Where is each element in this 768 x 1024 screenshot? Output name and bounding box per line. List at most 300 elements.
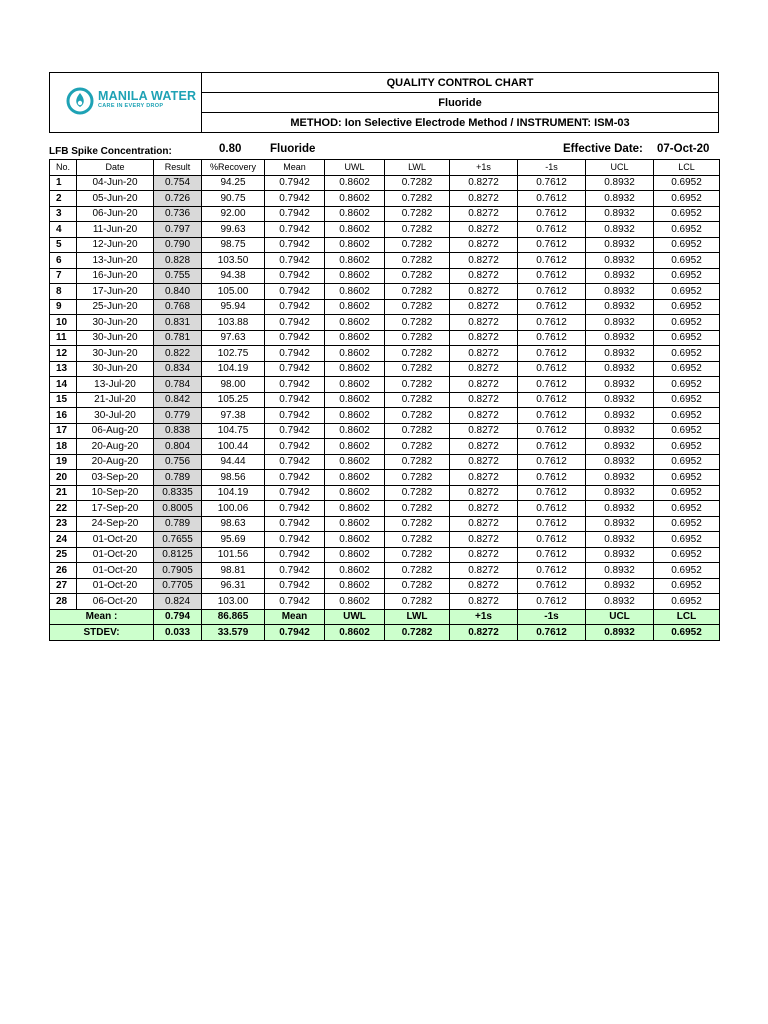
table-cell: 0.7942 [265, 578, 325, 594]
summary-cell: UCL [586, 609, 654, 625]
column-header: +1s [450, 160, 518, 176]
lfb-spike-value: 0.80 [219, 143, 242, 155]
table-cell: 25-Jun-20 [77, 299, 154, 315]
table-cell: 0.7612 [518, 361, 586, 377]
result-cell: 0.755 [154, 268, 202, 284]
summary-cell: +1s [450, 609, 518, 625]
summary-cell: 86.865 [202, 609, 265, 625]
table-cell: 0.7612 [518, 237, 586, 253]
row-number: 10 [50, 315, 77, 331]
table-cell: 0.6952 [654, 191, 720, 207]
table-cell: 30-Jun-20 [77, 346, 154, 362]
table-cell: 0.8602 [325, 346, 385, 362]
table-cell: 92.00 [202, 206, 265, 222]
table-cell: 104.19 [202, 485, 265, 501]
summary-cell: 0.8932 [586, 625, 654, 641]
result-cell: 0.831 [154, 315, 202, 331]
table-cell: 0.6952 [654, 377, 720, 393]
table-body [50, 175, 720, 640]
table-cell: 0.8602 [325, 222, 385, 238]
table-cell: 0.8272 [450, 191, 518, 207]
table-cell: 0.6952 [654, 454, 720, 470]
result-cell: 0.840 [154, 284, 202, 300]
table-cell: 0.8272 [450, 346, 518, 362]
table-cell: 10-Sep-20 [77, 485, 154, 501]
result-cell: 0.822 [154, 346, 202, 362]
table-cell: 0.7942 [265, 470, 325, 486]
summary-cell: Mean [265, 609, 325, 625]
table-cell: 0.8272 [450, 485, 518, 501]
result-cell: 0.789 [154, 470, 202, 486]
column-header: UWL [325, 160, 385, 176]
table-cell: 0.7282 [385, 408, 450, 424]
result-cell: 0.779 [154, 408, 202, 424]
table-cell: 0.8932 [586, 547, 654, 563]
table-cell: 0.7942 [265, 284, 325, 300]
table-cell: 90.75 [202, 191, 265, 207]
table-cell: 0.8932 [586, 439, 654, 455]
result-cell: 0.797 [154, 222, 202, 238]
table-cell: 0.8932 [586, 454, 654, 470]
result-cell: 0.789 [154, 516, 202, 532]
table-cell: 0.8272 [450, 439, 518, 455]
table-row [50, 361, 720, 377]
table-cell: 0.7612 [518, 268, 586, 284]
table-cell: 0.8932 [586, 485, 654, 501]
result-cell: 0.754 [154, 175, 202, 191]
qc-sheet [49, 72, 719, 641]
summary-label: Mean : [50, 609, 154, 625]
row-number: 7 [50, 268, 77, 284]
table-cell: 0.8272 [450, 532, 518, 548]
table-cell: 0.7612 [518, 377, 586, 393]
table-row [50, 315, 720, 331]
table-cell: 0.6952 [654, 516, 720, 532]
table-row [50, 268, 720, 284]
table-row [50, 330, 720, 346]
table-cell: 0.8932 [586, 175, 654, 191]
table-cell: 0.8932 [586, 284, 654, 300]
table-cell: 0.8932 [586, 330, 654, 346]
table-cell: 0.7942 [265, 547, 325, 563]
row-number: 20 [50, 470, 77, 486]
table-cell: 0.7612 [518, 516, 586, 532]
table-cell: 0.7942 [265, 330, 325, 346]
result-cell: 0.7705 [154, 578, 202, 594]
table-cell: 0.8272 [450, 299, 518, 315]
row-number: 28 [50, 594, 77, 610]
summary-cell: 0.8272 [450, 625, 518, 641]
table-cell: 98.63 [202, 516, 265, 532]
table-cell: 0.8932 [586, 315, 654, 331]
table-cell: 0.8932 [586, 206, 654, 222]
table-cell: 94.44 [202, 454, 265, 470]
table-cell: 100.06 [202, 501, 265, 517]
table-cell: 0.6952 [654, 330, 720, 346]
table-cell: 21-Jul-20 [77, 392, 154, 408]
summary-cell: 0.794 [154, 609, 202, 625]
table-cell: 16-Jun-20 [77, 268, 154, 284]
table-cell: 0.8602 [325, 268, 385, 284]
result-cell: 0.8125 [154, 547, 202, 563]
table-cell: 0.8272 [450, 594, 518, 610]
table-cell: 0.7942 [265, 423, 325, 439]
result-cell: 0.7655 [154, 532, 202, 548]
table-cell: 0.7282 [385, 392, 450, 408]
table-row [50, 532, 720, 548]
column-header: UCL [586, 160, 654, 176]
table-cell: 20-Aug-20 [77, 454, 154, 470]
summary-cell: -1s [518, 609, 586, 625]
table-cell: 0.7942 [265, 268, 325, 284]
table-cell: 0.7282 [385, 547, 450, 563]
table-cell: 0.6952 [654, 532, 720, 548]
row-number: 14 [50, 377, 77, 393]
table-cell: 0.7612 [518, 439, 586, 455]
table-row [50, 392, 720, 408]
chart-title: QUALITY CONTROL CHART [386, 76, 534, 89]
table-row [50, 439, 720, 455]
summary-cell: 0.7612 [518, 625, 586, 641]
table-cell: 0.7282 [385, 268, 450, 284]
result-cell: 0.756 [154, 454, 202, 470]
table-cell: 13-Jul-20 [77, 377, 154, 393]
table-cell: 0.8272 [450, 253, 518, 269]
table-cell: 0.8602 [325, 485, 385, 501]
table-cell: 0.7942 [265, 175, 325, 191]
table-cell: 0.7612 [518, 315, 586, 331]
table-cell: 103.50 [202, 253, 265, 269]
summary-cell: 0.8602 [325, 625, 385, 641]
table-cell: 0.7942 [265, 408, 325, 424]
table-cell: 0.7942 [265, 392, 325, 408]
table-cell: 0.8602 [325, 516, 385, 532]
table-cell: 0.7282 [385, 516, 450, 532]
table-row [50, 253, 720, 269]
table-cell: 0.7282 [385, 330, 450, 346]
table-cell: 0.8272 [450, 454, 518, 470]
table-cell: 0.7282 [385, 532, 450, 548]
row-number: 3 [50, 206, 77, 222]
table-cell: 0.7282 [385, 346, 450, 362]
table-cell: 100.44 [202, 439, 265, 455]
table-cell: 0.7282 [385, 253, 450, 269]
qc-table [49, 159, 720, 641]
table-cell: 0.8272 [450, 315, 518, 331]
table-cell: 0.8602 [325, 377, 385, 393]
table-cell: 0.8272 [450, 563, 518, 579]
table-cell: 0.7942 [265, 237, 325, 253]
row-number: 6 [50, 253, 77, 269]
table-cell: 97.38 [202, 408, 265, 424]
table-cell: 0.7612 [518, 423, 586, 439]
table-cell: 0.7942 [265, 299, 325, 315]
row-number: 18 [50, 439, 77, 455]
row-number: 21 [50, 485, 77, 501]
table-cell: 0.6952 [654, 470, 720, 486]
row-number: 19 [50, 454, 77, 470]
table-row [50, 222, 720, 238]
summary-cell: 0.033 [154, 625, 202, 641]
table-cell: 94.25 [202, 175, 265, 191]
table-cell: 0.7942 [265, 454, 325, 470]
table-cell: 0.7612 [518, 206, 586, 222]
table-cell: 0.7282 [385, 284, 450, 300]
table-row [50, 237, 720, 253]
table-cell: 30-Jul-20 [77, 408, 154, 424]
row-number: 11 [50, 330, 77, 346]
table-cell: 0.7612 [518, 253, 586, 269]
result-cell: 0.838 [154, 423, 202, 439]
company-logo [50, 73, 202, 132]
table-cell: 102.75 [202, 346, 265, 362]
table-cell: 0.7612 [518, 547, 586, 563]
table-cell: 0.6952 [654, 485, 720, 501]
table-cell: 06-Jun-20 [77, 206, 154, 222]
lfb-spike-label: LFB Spike Concentration: [49, 146, 172, 157]
table-cell: 0.7612 [518, 299, 586, 315]
column-header: %Recovery [202, 160, 265, 176]
summary-mean-row [50, 609, 720, 625]
table-cell: 0.8272 [450, 547, 518, 563]
table-cell: 0.7282 [385, 423, 450, 439]
result-cell: 0.781 [154, 330, 202, 346]
table-row [50, 563, 720, 579]
table-cell: 0.6952 [654, 578, 720, 594]
table-cell: 0.8932 [586, 237, 654, 253]
table-cell: 17-Sep-20 [77, 501, 154, 517]
row-number: 4 [50, 222, 77, 238]
table-cell: 0.8602 [325, 563, 385, 579]
column-header: LCL [654, 160, 720, 176]
table-row [50, 454, 720, 470]
table-cell: 0.7612 [518, 191, 586, 207]
table-cell: 0.8272 [450, 330, 518, 346]
table-cell: 0.6952 [654, 268, 720, 284]
table-cell: 0.6952 [654, 547, 720, 563]
table-cell: 0.6952 [654, 206, 720, 222]
summary-cell: 0.7282 [385, 625, 450, 641]
table-cell: 0.7282 [385, 361, 450, 377]
table-cell: 0.7942 [265, 594, 325, 610]
table-cell: 0.7942 [265, 191, 325, 207]
table-cell: 0.8932 [586, 408, 654, 424]
column-header: Result [154, 160, 202, 176]
table-cell: 0.8272 [450, 516, 518, 532]
table-cell: 0.7282 [385, 315, 450, 331]
table-cell: 0.8602 [325, 237, 385, 253]
row-number: 5 [50, 237, 77, 253]
table-cell: 0.6952 [654, 408, 720, 424]
row-number: 23 [50, 516, 77, 532]
table-cell: 0.7282 [385, 501, 450, 517]
table-cell: 0.7612 [518, 501, 586, 517]
table-cell: 0.7282 [385, 454, 450, 470]
table-cell: 0.6952 [654, 222, 720, 238]
table-cell: 0.8272 [450, 377, 518, 393]
table-cell: 0.8602 [325, 191, 385, 207]
table-cell: 0.8602 [325, 206, 385, 222]
table-row [50, 408, 720, 424]
table-cell: 0.6952 [654, 423, 720, 439]
table-cell: 0.8932 [586, 501, 654, 517]
table-cell: 0.7612 [518, 532, 586, 548]
table-cell: 0.7282 [385, 439, 450, 455]
row-number: 27 [50, 578, 77, 594]
table-cell: 0.7612 [518, 594, 586, 610]
result-cell: 0.828 [154, 253, 202, 269]
table-cell: 11-Jun-20 [77, 222, 154, 238]
table-cell: 20-Aug-20 [77, 439, 154, 455]
row-number: 15 [50, 392, 77, 408]
table-cell: 0.6952 [654, 299, 720, 315]
table-cell: 98.81 [202, 563, 265, 579]
row-number: 25 [50, 547, 77, 563]
table-cell: 06-Oct-20 [77, 594, 154, 610]
table-cell: 0.8602 [325, 408, 385, 424]
table-cell: 98.56 [202, 470, 265, 486]
table-cell: 95.94 [202, 299, 265, 315]
result-cell: 0.726 [154, 191, 202, 207]
table-cell: 104.75 [202, 423, 265, 439]
table-cell: 30-Jun-20 [77, 330, 154, 346]
table-cell: 0.8932 [586, 361, 654, 377]
table-cell: 0.8932 [586, 377, 654, 393]
table-cell: 01-Oct-20 [77, 532, 154, 548]
table-cell: 0.8932 [586, 392, 654, 408]
table-cell: 0.7612 [518, 222, 586, 238]
table-cell: 105.00 [202, 284, 265, 300]
column-header: LWL [385, 160, 450, 176]
row-number: 16 [50, 408, 77, 424]
table-cell: 01-Oct-20 [77, 563, 154, 579]
table-cell: 0.8932 [586, 222, 654, 238]
table-cell: 0.6952 [654, 175, 720, 191]
table-cell: 0.7282 [385, 594, 450, 610]
table-row [50, 578, 720, 594]
table-cell: 0.8602 [325, 594, 385, 610]
table-cell: 0.8602 [325, 392, 385, 408]
table-cell: 03-Sep-20 [77, 470, 154, 486]
table-cell: 0.7282 [385, 470, 450, 486]
table-cell: 30-Jun-20 [77, 315, 154, 331]
table-cell: 0.7942 [265, 377, 325, 393]
table-cell: 0.8602 [325, 532, 385, 548]
summary-stdev-row [50, 625, 720, 641]
result-cell: 0.804 [154, 439, 202, 455]
table-cell: 0.7282 [385, 237, 450, 253]
header-block [49, 72, 719, 133]
row-number: 22 [50, 501, 77, 517]
table-cell: 0.7612 [518, 330, 586, 346]
table-cell: 0.8602 [325, 330, 385, 346]
table-cell: 0.6952 [654, 346, 720, 362]
table-cell: 05-Jun-20 [77, 191, 154, 207]
table-cell: 0.8602 [325, 299, 385, 315]
result-cell: 0.790 [154, 237, 202, 253]
table-cell: 0.8602 [325, 284, 385, 300]
table-cell: 0.7942 [265, 206, 325, 222]
table-cell: 101.56 [202, 547, 265, 563]
table-cell: 0.8932 [586, 423, 654, 439]
table-cell: 0.8932 [586, 346, 654, 362]
table-cell: 0.7612 [518, 485, 586, 501]
table-row [50, 594, 720, 610]
meta-row [49, 133, 719, 159]
table-cell: 01-Oct-20 [77, 547, 154, 563]
table-cell: 0.8602 [325, 423, 385, 439]
table-cell: 0.7282 [385, 206, 450, 222]
table-cell: 0.6952 [654, 361, 720, 377]
table-cell: 104.19 [202, 361, 265, 377]
table-row [50, 206, 720, 222]
table-cell: 0.8272 [450, 175, 518, 191]
table-cell: 0.7282 [385, 377, 450, 393]
table-cell: 0.8272 [450, 284, 518, 300]
summary-cell: 0.7942 [265, 625, 325, 641]
table-row [50, 175, 720, 191]
table-cell: 30-Jun-20 [77, 361, 154, 377]
table-cell: 0.8272 [450, 222, 518, 238]
table-cell: 0.8932 [586, 470, 654, 486]
table-cell: 103.88 [202, 315, 265, 331]
effective-date-label: Effective Date: [563, 143, 643, 155]
table-cell: 0.6952 [654, 315, 720, 331]
summary-cell: UWL [325, 609, 385, 625]
summary-label: STDEV: [50, 625, 154, 641]
table-cell: 0.8272 [450, 237, 518, 253]
table-cell: 0.8932 [586, 578, 654, 594]
table-cell: 0.7282 [385, 485, 450, 501]
table-row [50, 485, 720, 501]
result-cell: 0.8335 [154, 485, 202, 501]
table-cell: 0.6952 [654, 237, 720, 253]
table-cell: 0.8272 [450, 501, 518, 517]
table-row [50, 191, 720, 207]
table-cell: 0.8602 [325, 315, 385, 331]
table-cell: 0.7942 [265, 439, 325, 455]
analyte-label: Fluoride [270, 143, 316, 155]
table-cell: 0.7612 [518, 346, 586, 362]
table-row [50, 299, 720, 315]
table-cell: 98.75 [202, 237, 265, 253]
table-cell: 0.6952 [654, 501, 720, 517]
table-cell: 103.00 [202, 594, 265, 610]
logo-name: MANILA WATER [98, 89, 197, 103]
result-cell: 0.784 [154, 377, 202, 393]
row-number: 17 [50, 423, 77, 439]
table-cell: 0.8272 [450, 408, 518, 424]
result-cell: 0.834 [154, 361, 202, 377]
row-number: 2 [50, 191, 77, 207]
row-number: 9 [50, 299, 77, 315]
table-cell: 0.8272 [450, 578, 518, 594]
table-cell: 0.8932 [586, 299, 654, 315]
table-cell: 0.6952 [654, 563, 720, 579]
table-cell: 0.8602 [325, 253, 385, 269]
table-cell: 0.7612 [518, 578, 586, 594]
table-cell: 0.8602 [325, 439, 385, 455]
row-number: 12 [50, 346, 77, 362]
summary-cell: LCL [654, 609, 720, 625]
table-cell: 0.8932 [586, 594, 654, 610]
table-cell: 0.7942 [265, 222, 325, 238]
table-cell: 0.8272 [450, 470, 518, 486]
table-row [50, 547, 720, 563]
result-cell: 0.768 [154, 299, 202, 315]
table-cell: 95.69 [202, 532, 265, 548]
table-cell: 0.6952 [654, 253, 720, 269]
